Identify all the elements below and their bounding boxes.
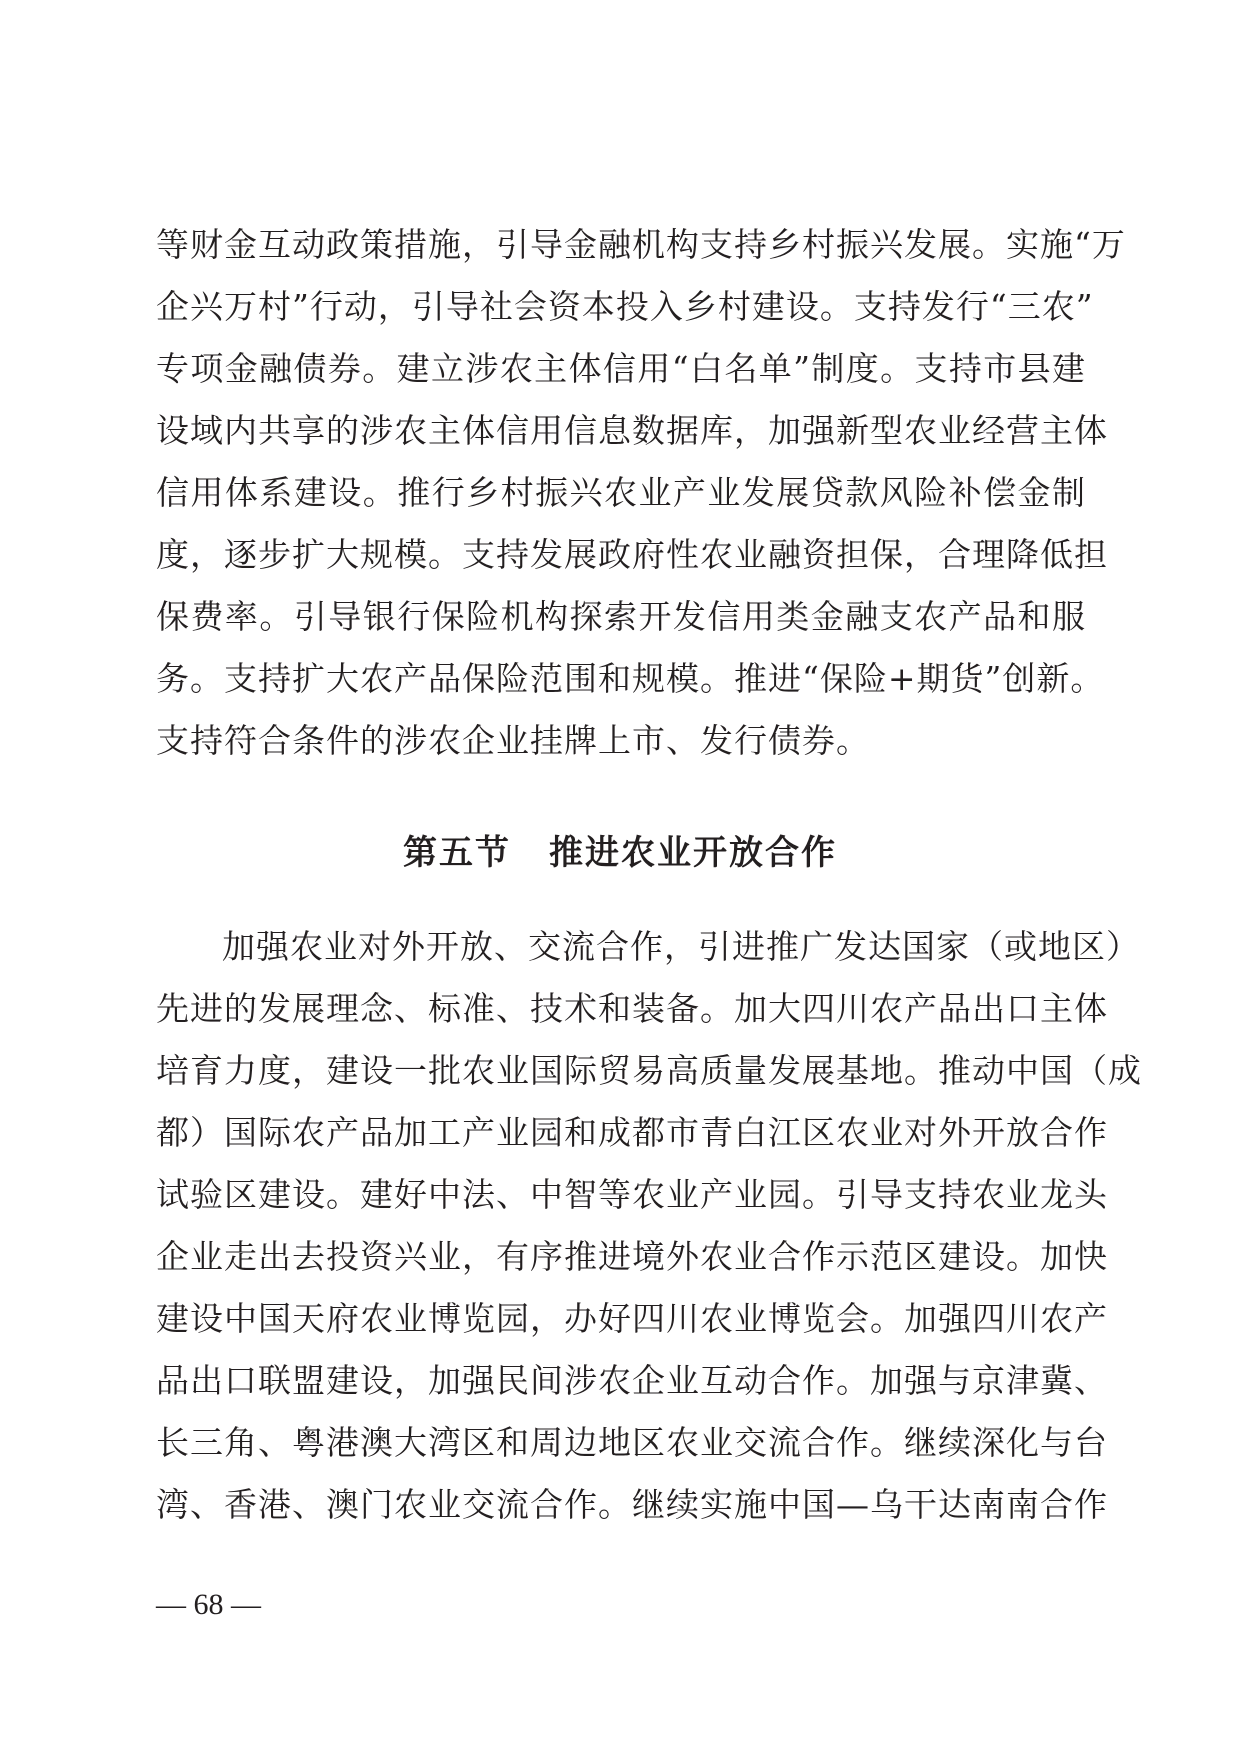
paragraph-line: 先进的发展理念、标准、技术和装备。加大四川农产品出口主体 <box>156 989 1108 1028</box>
paragraph-line: 湾、香港、澳门农业交流合作。继续实施中国—乌干达南南合作 <box>156 1485 1108 1524</box>
page-number: — 68 — <box>156 1588 261 1621</box>
paragraph-line: 专项金融债券。建立涉农主体信用“白名单”制度。支持市县建 <box>156 349 1086 388</box>
paragraph-line: 加强农业对外开放、交流合作，引进推广发达国家（或地区） <box>222 927 1140 966</box>
paragraph-line: 企业走出去投资兴业，有序推进境外农业合作示范区建设。加快 <box>156 1237 1108 1276</box>
paragraph-line: 务。支持扩大农产品保险范围和规模。推进“保险+期货”创新。 <box>156 659 1105 698</box>
section-number: 第五节 <box>403 833 511 873</box>
paragraph-line: 企兴万村”行动，引导社会资本投入乡村建设。支持发行“三农” <box>156 287 1094 326</box>
paragraph-line: 建设中国天府农业博览园，办好四川农业博览会。加强四川农产 <box>156 1299 1108 1338</box>
paragraph-line: 保费率。引导银行保险机构探索开发信用类金融支农产品和服 <box>156 597 1086 636</box>
paragraph-line: 培育力度，建设一批农业国际贸易高质量发展基地。推动中国（成 <box>156 1051 1142 1090</box>
paragraph-line: 等财金互动政策措施，引导金融机构支持乡村振兴发展。实施“万 <box>156 225 1126 264</box>
paragraph-line: 信用体系建设。推行乡村振兴农业产业发展贷款风险补偿金制 <box>156 473 1086 512</box>
section-title: 推进农业开放合作 <box>549 833 837 873</box>
paragraph-line: 度，逐步扩大规模。支持发展政府性农业融资担保，合理降低担 <box>156 535 1108 574</box>
paragraph-line: 试验区建设。建好中法、中智等农业产业园。引导支持农业龙头 <box>156 1175 1108 1214</box>
paragraph-line: 品出口联盟建设，加强民间涉农企业互动合作。加强与京津冀、 <box>156 1361 1108 1400</box>
paragraph-line: 支持符合条件的涉农企业挂牌上市、发行债券。 <box>156 721 870 760</box>
paragraph-line: 长三角、粤港澳大湾区和周边地区农业交流合作。继续深化与台 <box>156 1423 1108 1462</box>
paragraph-line: 都）国际农产品加工产业园和成都市青白江区农业对外开放合作 <box>156 1113 1108 1152</box>
paragraph-line: 设域内共享的涉农主体信用信息数据库，加强新型农业经营主体 <box>156 411 1108 450</box>
section-heading <box>0 818 1240 888</box>
